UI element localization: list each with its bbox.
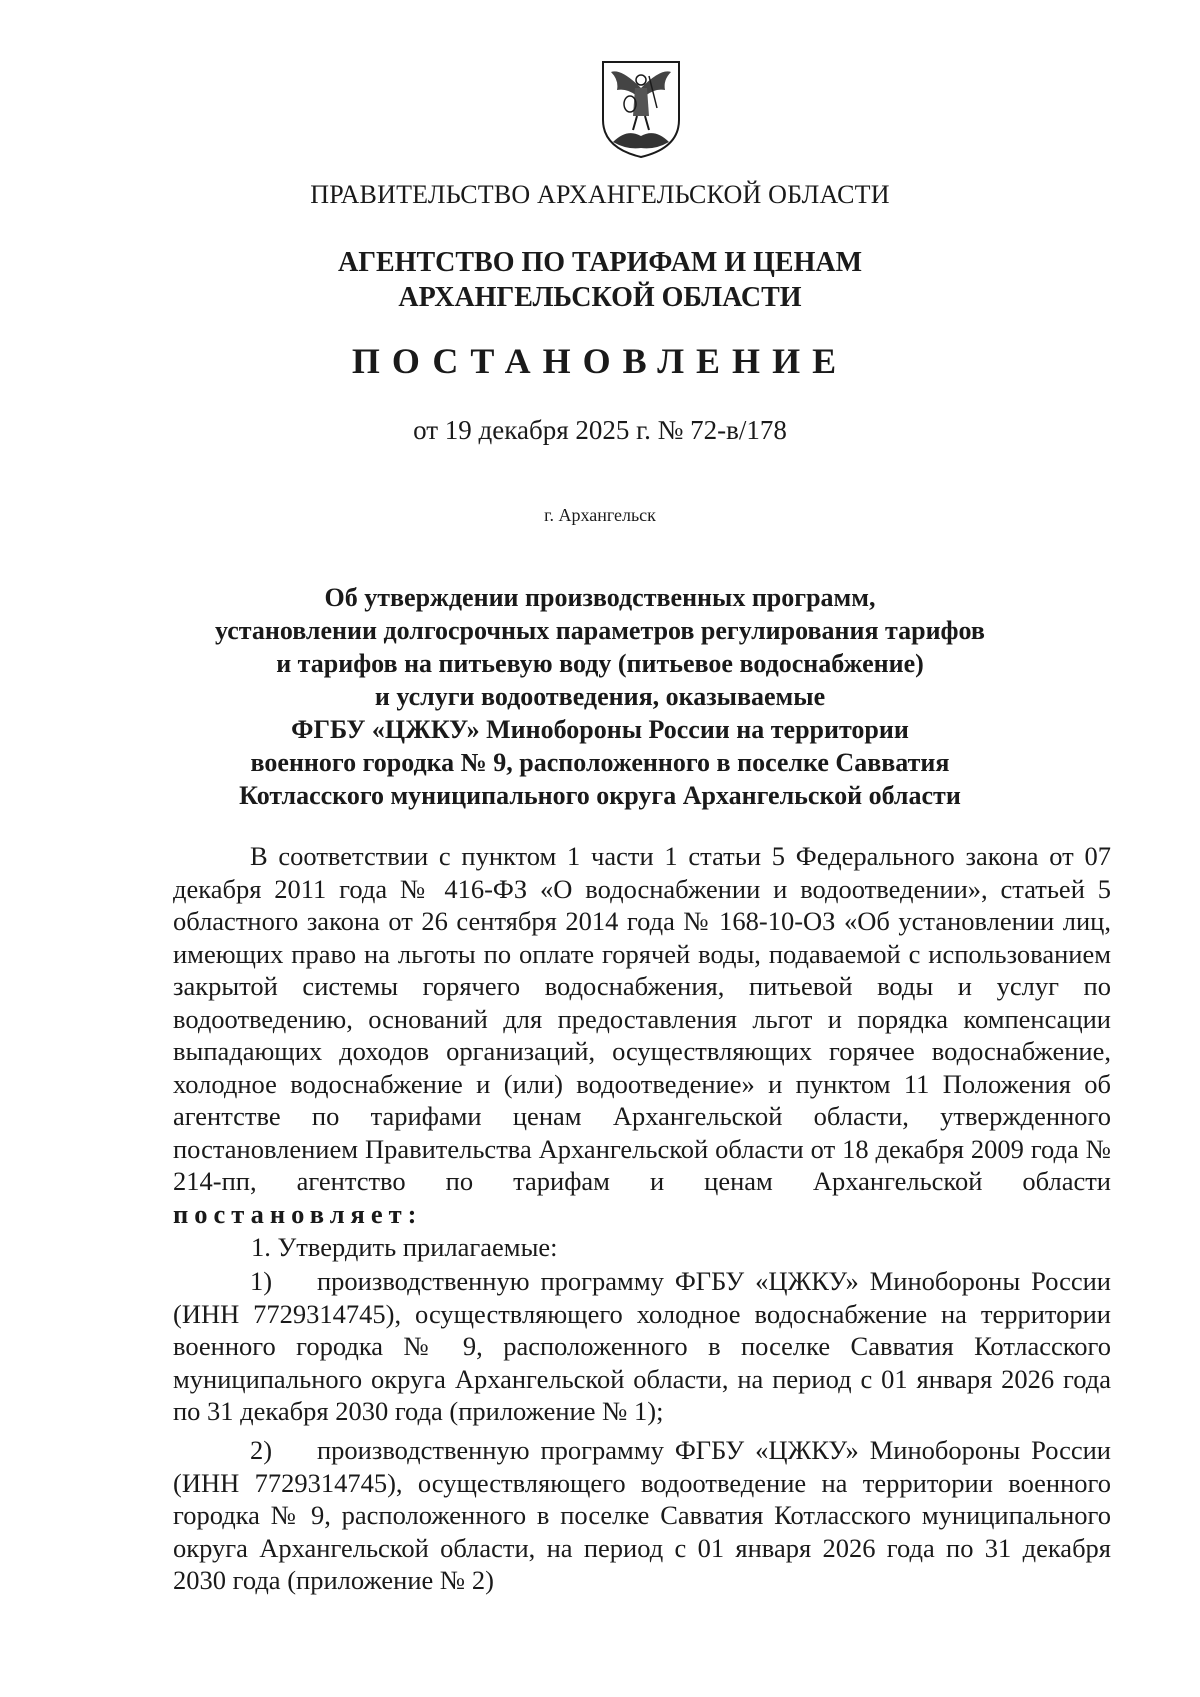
title-line: установлении долгосрочных параметров регулирования тарифов — [215, 616, 985, 645]
agency-name-line-2: АРХАНГЕЛЬСКОЙ ОБЛАСТИ — [398, 282, 802, 313]
subitem-2-text: производственную программу ФГБУ «ЦЖКУ» Минобороны России (ИНН 7729314745), осуществляющего водоотведение на территории военного городка № 9, расположенного в поселке Савватия Котласского муниципального округа Архангельской области, на период с 01 января 2026 года по 31 декабря 2030 года (приложение № 2) — [173, 1435, 1111, 1595]
item-1-heading: 1. Утвердить прилагаемые: — [251, 1232, 558, 1262]
preamble-paragraph — [173, 840, 1111, 1230]
document-city: г. Архангельск — [544, 505, 656, 525]
archangelsk-coat-of-arms-icon — [597, 58, 685, 160]
subitem-1 — [173, 1265, 1111, 1428]
preamble-text: В соответствии с пунктом 1 части 1 статьи 5 Федерального закона от 07 декабря 2011 года № 416-ФЗ «О водоснабжении и водоотведении», статьей 5 областного закона от 26 сентября 2014 года № 168-10-ОЗ «Об установлении лиц, имеющих право на льготы по оплате горячей воды, подаваемой с использованием закрытой системы горячего водоснабжения, питьевой воды и услуг по водоотведению, оснований для предоставления льгот и порядка компенсации выпадающих доходов организаций, осуществляющих горячее водоснабжение, холодное водоснабжение и (или) водоотведение» и пунктом 11 Положения об агентстве по тарифами ценам Архангельской области, утвержденного постановлением Правительства Архангельской области от 18 декабря 2009 года № 214-пп, агентство по тарифам и ценам Архангельской области — [173, 841, 1111, 1196]
title-line: Об утверждении производственных программ, — [324, 583, 876, 612]
government-header: ПРАВИТЕЛЬСТВО АРХАНГЕЛЬСКОЙ ОБЛАСТИ — [310, 180, 890, 209]
agency-name — [0, 245, 1200, 315]
title-line: военного городка № 9, расположенного в поселке Савватия — [250, 748, 950, 777]
subitem-2 — [173, 1434, 1111, 1597]
agency-name-line-1: АГЕНТСТВО ПО ТАРИФАМ И ЦЕНАМ — [337, 247, 863, 278]
preamble-content — [173, 840, 1111, 1230]
title-line: Котласского муниципального округа Архангельской области — [239, 781, 961, 810]
document-date-number: от 19 декабря 2025 г. № 72-в/178 — [413, 415, 787, 445]
subitem-1-text: производственную программу ФГБУ «ЦЖКУ» Минобороны России (ИНН 7729314745), осуществляющего холодное водоснабжение на территории военного городка № 9, расположенного в поселке Савватия Котласского муниципального округа Архангельской области, на период с 01 января 2026 года по 31 декабря 2030 года (приложение № 1); — [173, 1266, 1111, 1426]
title-line: и тарифов на питьевую воду (питьевое водоснабжение) — [276, 649, 924, 678]
document-type: ПОСТАНОВЛЕНИЕ — [351, 341, 849, 381]
title-line: и услуги водоотведения, оказываемые — [374, 682, 826, 711]
resolves-word: постановляет: — [173, 1198, 423, 1229]
document-title — [0, 581, 1200, 812]
subitem-2-number: 2) — [250, 1435, 273, 1465]
title-line: ФГБУ «ЦЖКУ» Минобороны России на территории — [291, 715, 909, 744]
subitem-1-number: 1) — [250, 1266, 273, 1296]
